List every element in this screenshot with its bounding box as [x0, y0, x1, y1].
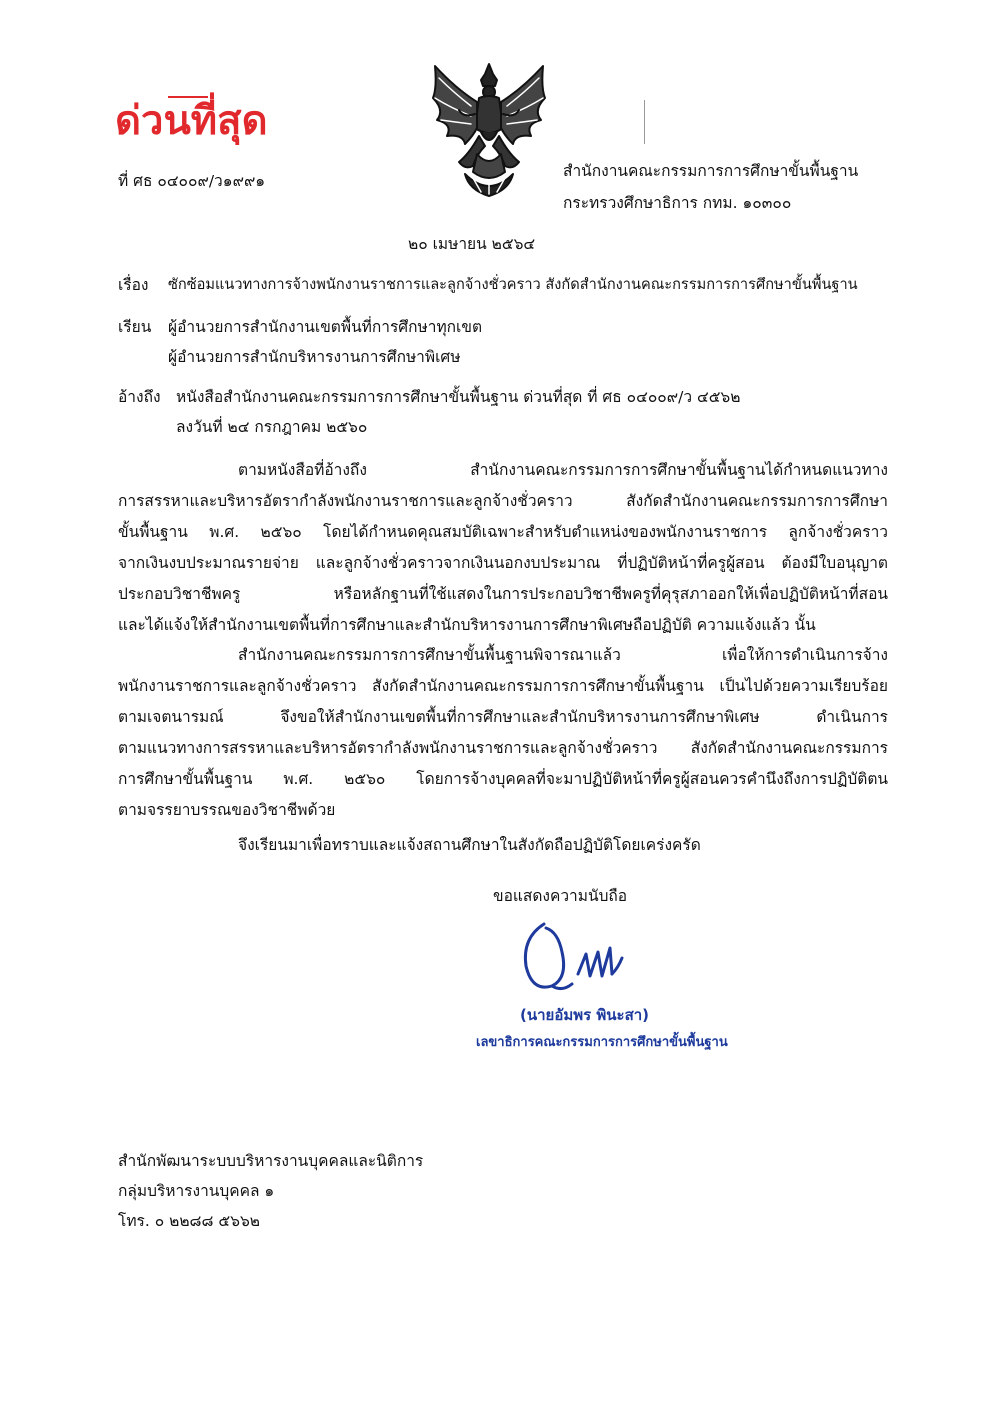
reference-line-1: หนังสือสำนักงานคณะกรรมการการศึกษาขั้นพื้นฐาน ด่วนที่สุด ที่ ศธ ๐๔๐๐๙/ว ๔๕๖๒	[176, 388, 741, 406]
paragraph-line: การศึกษาขั้นพื้นฐาน พ.ศ. ๒๕๖๐ โดยการจ้างบุคคลที่จะมาปฏิบัติหน้าที่ครูผู้สอนควรคำนึงถึงการปฏิบัติตน	[118, 770, 888, 788]
paragraph-line: ประกอบวิชาชีพครู หรือหลักฐานที่ใช้แสดงในการประกอบวิชาชีพครูที่คุรุสภาออกให้เพื่อปฏิบัติหน้าที่สอน	[118, 585, 888, 603]
signatory-title: เลขาธิการคณะกรรมการการศึกษาขั้นพื้นฐาน	[476, 1035, 728, 1050]
urgency-stamp: ด่วนที่สุด	[115, 98, 268, 144]
office-name: สำนักงานคณะกรรมการการศึกษาขั้นพื้นฐาน	[563, 162, 859, 180]
paragraph-line: ขั้นพื้นฐาน พ.ศ. ๒๕๖๐ โดยได้กำหนดคุณสมบัติเฉพาะสำหรับตำแหน่งของพนักงานราชการ ลูกจ้างชั่วคราว	[118, 523, 888, 541]
paragraph-line: พนักงานราชการและลูกจ้างชั่วคราว สังกัดสำนักงานคณะกรรมการการศึกษาขั้นพื้นฐาน เป็นไปด้วยความเรียบร้อย	[118, 677, 888, 695]
footer-phone: โทร. ๐ ๒๒๘๘ ๕๖๖๒	[118, 1212, 261, 1230]
garuda-emblem-icon	[425, 58, 553, 200]
paragraph-line: ตามแนวทางการสรรหาและบริหารอัตรากำลังพนักงานราชการและลูกจ้างชั่วคราว สังกัดสำนักงานคณะกรรมการ	[118, 739, 888, 757]
recipient-label: เรียน	[118, 318, 152, 336]
paragraph-line: และได้แจ้งให้สำนักงานเขตพื้นที่การศึกษาและสำนักบริหารงานการศึกษาพิเศษถือปฏิบัติ ความแจ้งแล้ว นั้น	[118, 616, 816, 634]
subject-label: เรื่อง	[118, 276, 149, 294]
paragraph-line: ตามจรรยาบรรณของวิชาชีพด้วย	[118, 801, 336, 819]
recipient-line-1: ผู้อำนวยการสำนักงานเขตพื้นที่การศึกษาทุกเขต	[168, 318, 483, 336]
reference-line-2: ลงวันที่ ๒๔ กรกฎาคม ๒๕๖๐	[176, 418, 368, 436]
footer-group: กลุ่มบริหารงานบุคคล ๑	[118, 1182, 275, 1200]
margin-mark	[644, 100, 645, 144]
subject-text: ซักซ้อมแนวทางการจ้างพนักงานราชการและลูกจ้างชั่วคราว สังกัดสำนักงานคณะกรรมการการศึกษาขั้นพื้นฐาน	[168, 276, 858, 293]
paragraph-line: สำนักงานคณะกรรมการการศึกษาขั้นพื้นฐานพิจารณาแล้ว เพื่อให้การดำเนินการจ้าง	[238, 646, 888, 664]
closing-line: จึงเรียนมาเพื่อทราบและแจ้งสถานศึกษาในสังกัดถือปฏิบัติโดยเคร่งครัด	[238, 836, 701, 854]
paragraph-line: การสรรหาและบริหารอัตรากำลังพนักงานราชการและลูกจ้างชั่วคราว สังกัดสำนักงานคณะกรรมการการศึกษา	[118, 492, 888, 510]
reference-label: อ้างถึง	[118, 388, 161, 406]
paragraph-line: จากเงินงบประมาณรายจ่าย และลูกจ้างชั่วคราวจากเงินนอกงบประมาณ ที่ปฏิบัติหน้าที่ครูผู้สอน ต้องมีใบอนุญาต	[118, 554, 888, 572]
document-date: ๒๐ เมษายน ๒๕๖๔	[408, 235, 536, 253]
salutation: ขอแสดงความนับถือ	[493, 887, 628, 905]
document-number: ที่ ศธ ๐๔๐๐๙/ว๑๙๙๑	[118, 172, 266, 190]
body-paragraph-2	[118, 640, 888, 826]
body-paragraph-1	[118, 455, 888, 641]
office-address: กระทรวงศึกษาธิการ กทม. ๑๐๓๐๐	[563, 194, 792, 212]
paragraph-line: ตามหนังสือที่อ้างถึง สำนักงานคณะกรรมการการศึกษาขั้นพื้นฐานได้กำหนดแนวทาง	[238, 461, 888, 479]
handwritten-signature-icon	[518, 918, 628, 996]
recipient-line-2: ผู้อำนวยการสำนักบริหารงานการศึกษาพิเศษ	[168, 348, 461, 366]
signatory-name: (นายอัมพร พินะสา)	[520, 1006, 650, 1024]
paragraph-line: ตามเจตนารมณ์ จึงขอให้สำนักงานเขตพื้นที่การศึกษาและสำนักบริหารงานการศึกษาพิเศษ ดำเนินการ	[118, 708, 888, 726]
footer-department: สำนักพัฒนาระบบบริหารงานบุคคลและนิติการ	[118, 1152, 424, 1170]
